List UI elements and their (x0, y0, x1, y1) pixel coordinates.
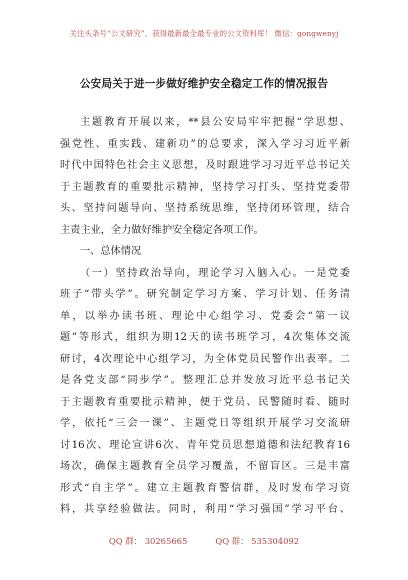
document-body (60, 112, 350, 521)
body-line: （一）坚持政治导向，理论学习入脑入心。一是党委 (80, 267, 350, 279)
body-line: 是各党支部“同步学”。整理汇总并发放习近平总书记关 (60, 375, 350, 386)
body-line: 料，共享经验做法。同时，利用“学习强国”学习平台、 (60, 504, 350, 515)
body-line: 主责主业，全力做好维护安全稳定各项工作。 (60, 224, 264, 236)
body-line: 头、坚持问题导向、坚持系统思维，坚持闭环管理，结合 (60, 203, 350, 214)
body-line: 强党性、重实践、建新功”的总要求，深入学习习近平新 (60, 138, 350, 150)
body-line: 单，以举办读书班、理论中心组学习、党委会“第一议 (60, 310, 350, 322)
body-line: 研讨，4次理论中心组学习，为全体党员民警作出表率。二 (60, 353, 350, 365)
body-line: 主题教育开展以来，**县公安局牢牢把握“学思想、 (80, 117, 350, 128)
footer-qq-group-1: QQ 群： 30265665 (108, 536, 188, 546)
body-line: 时代中国特色社会主义思想，及时跟进学习习近平总书记关 (60, 160, 350, 171)
body-line: 于主题教育重要批示精神，便于党员、民警随时看、随时 (60, 396, 350, 408)
footer-contact (0, 535, 408, 547)
section-heading: 一、总体情况 (80, 246, 142, 257)
body-line: 场次，确保主题教育全员学习覆盖，不留盲区。三是丰富 (60, 461, 350, 472)
header-promo-text: 关注头条号“公文研究”，获得最新最全最专业的公文资料库！ 微信：gongwenyj (69, 29, 339, 38)
body-line: 班子“带头学”。研究制定学习方案、学习计划、任务清 (60, 289, 350, 300)
body-line: 形式“自主学”。建立主题教育警信群，及时发布学习资 (60, 482, 350, 494)
document-title: 公安局关于进一步做好维护安全稳定工作的情况报告 (79, 78, 329, 90)
body-line: 于主题教育的重要批示精神，坚持学习打头、坚持党委带 (60, 181, 350, 193)
body-line: 题”等形式，组织为期12天的读书班学习，4次集体交流 (60, 332, 350, 343)
body-line: 学，依托“三会一课”、主题党日等组织开展学习交流研 (60, 418, 350, 429)
body-line: 讨16次、理论宣讲6次、青年党员思想道德和法纪教育16 (60, 439, 350, 451)
footer-qq-group-2: QQ 群： 535304092 (215, 536, 300, 546)
